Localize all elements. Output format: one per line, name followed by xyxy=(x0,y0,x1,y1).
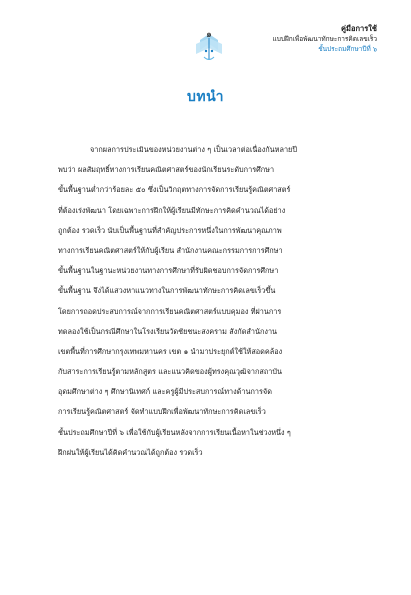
body-line: พบว่า ผลสัมฤทธิ์ทางการเรียนคณิตศาสตร์ของนักเรียนระดับการศึกษา xyxy=(58,165,275,175)
header-title: คู่มือการใช้ xyxy=(341,24,377,33)
body-line: จากผลการประเมินของหน่วยงานต่าง ๆ เป็นเวลาต่อเนื่องกันหลายปี xyxy=(90,145,297,154)
page-number: ๑ xyxy=(206,30,212,40)
body-line: ฝึกฝนให้ผู้เรียนได้คิดคำนวณได้ถูกต้อง รวดเร็ว xyxy=(58,447,203,457)
body-line: ทางการเรียนคณิตศาสตร์ให้กับผู้เรียน สำนักงานคณะกรรมการการศึกษา xyxy=(58,245,283,255)
header-subtitle: แบบฝึกเพื่อพัฒนาทักษะการคิดเลขเร็ว xyxy=(272,35,377,43)
body-line: ขั้นพื้นฐานในฐานะหน่วยงานทางการศึกษาที่รับผิดชอบการจัดการศึกษา xyxy=(58,266,279,276)
body-line: ขั้นพื้นฐานต่ำกว่าร้อยละ ๕๐ ซึ่งเป็นวิกฤตทางการจัดการเรียนรู้คณิตศาสตร์ xyxy=(58,185,291,195)
body-line: อุดมศึกษาต่าง ๆ ศึกษานิเทศก์ และครูผู้มีประสบการณ์ทางด้านการจัด xyxy=(58,387,272,397)
body-line: ถูกต้อง รวดเร็ว นับเป็นพื้นฐานที่สำคัญประการหนึ่งในการพัฒนาคุณภาพ xyxy=(58,225,282,235)
body-line: ทดลองใช้เป็นกรณีศึกษาในโรงเรียนวัดชัยชนะสงคราม สังกัดสำนักงาน xyxy=(58,326,278,336)
section-heading: บทนำ xyxy=(186,89,225,105)
body-line: กับสาระการเรียนรู้ตามหลักสูตร และแนวคิดของผู้ทรงคุณวุฒิจากสถาบัน xyxy=(58,367,282,377)
body-line: เขตพื้นที่การศึกษากรุงเทพมหานคร เขต ๑ นำมาประยุกต์ใช้ให้สอดคล้อง xyxy=(58,346,283,356)
body-line: การเรียนรู้คณิตศาสตร์ จัดทำแบบฝึกเพื่อพัฒนาทักษะการคิดเลขเร็ว xyxy=(58,407,266,417)
body-line: ที่ต้องเร่งพัฒนา โดยเฉพาะการฝึกให้ผู้เรียนมีทักษะการคิดคำนวณได้อย่าง xyxy=(58,205,286,215)
body-line: ชั้นประถมศึกษาปีที่ ๖ เพื่อใช้กับผู้เรียนหลังจากการเรียนเนื้อหาในช่วงหนึ่ง ๆ xyxy=(58,427,291,437)
body-line: ขั้นพื้นฐาน จึงได้แสวงหาแนวทางในการพัฒนาทักษะการคิดเลขเร็วขึ้น xyxy=(58,286,276,296)
running-header xyxy=(273,24,378,54)
body-paragraph xyxy=(58,140,358,463)
header-grade: ชั้นประถมศึกษาปีที่ ๖ xyxy=(318,45,377,53)
page-number-badge xyxy=(192,20,226,62)
body-line: โดยการถอดประสบการณ์จากการเรียนคณิตศาสตร์แบบคุมอง ที่ผ่านการ xyxy=(58,306,282,316)
